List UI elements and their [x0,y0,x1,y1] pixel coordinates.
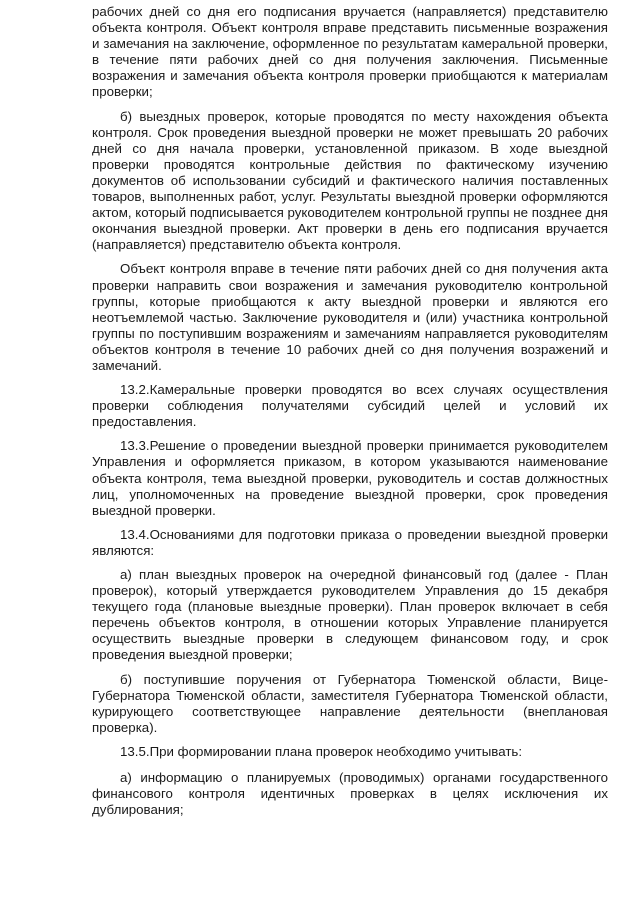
paragraph-13-5: 13.5.При формировании плана проверок необходимо учитывать: [120,743,523,759]
paragraph-onsite-inspections: б) выездных проверок, которые проводятся по месту нахождения объекта контроля. Срок проведения выездной проверки не может превышать 20 рабочих дней со дня начала проверки, установленной приказом. В ходе выездной проверки проводятся контрольные действия по фактическому изучению документов об использовании субсидий и фактического наличия поставленных товаров, выполненных работ, услуг. Результаты выездной проверки оформляются актом, который подписывается руководителем контрольной группы не позднее дня окончания выездной проверки. Акт проверки в день его подписания вручается (направляется) представителю объекта контроля. [92,108,608,253]
paragraph-13-4-b: б) поступившие поручения от Губернатора Тюменской области, Вице-Губернатора Тюменской области, заместителя Губернатора Тюменской области, курирующего соответствующее направление деятельности (внеплановая проверка). [92,671,608,735]
document-page [92,4,608,826]
paragraph-13-4: 13.4.Основаниями для подготовки приказа о проведении выездной проверки являются: [92,526,608,558]
paragraph-13-4-a: а) план выездных проверок на очередной финансовый год (далее - План проверок), который утверждается руководителем Управления до 15 декабря текущего года (плановые выездные проверки). План проверок включает в себя перечень объектов контроля, в отношении которых Управление планируется осуществить выездные проверки в следующем финансовом году, и срок проведения выездной проверки; [92,567,608,663]
paragraph-13-3: 13.3.Решение о проведении выездной проверки принимается руководителем Управления и оформляется приказом, в котором указываются наименование объекта контроля, тема выездной проверки, руководитель и состав должностных лиц, уполномоченных на проведение выездной проверки, срок проведения выездной проверки. [92,438,608,518]
paragraph-continuation: рабочих дней со дня его подписания вручается (направляется) представителю объекта контроля. Объект контроля вправе представить письменные возражения и замечания на заключение, оформленное по результатам камеральной проверки, в течение пяти рабочих дней со дня получения заключения. Письменные возражения и замечания объекта контроля проверки приобщаются к материалам проверки; [92,4,608,100]
paragraph-objections: Объект контроля вправе в течение пяти рабочих дней со дня получения акта проверки направить свои возражения и замечания руководителю контрольной группы, которые приобщаются к акту выездной проверки и являются его неотъемлемой частью. Заключение руководителя и (или) участника контрольной группы по поступившим возражениям и замечаниям направляется руководителям объектов контроля в течение 10 рабочих дней со дня получения возражений и замечаний. [92,261,608,373]
paragraph-13-5-a: а) информацию о планируемых (проводимых) органами государственного финансового контроля идентичных проверках в целях исключения их дублирования; [92,770,608,818]
paragraph-13-2: 13.2.Камеральные проверки проводятся во всех случаях осуществления проверки соблюдения получателями субсидий целей и условий их предоставления. [92,382,608,430]
